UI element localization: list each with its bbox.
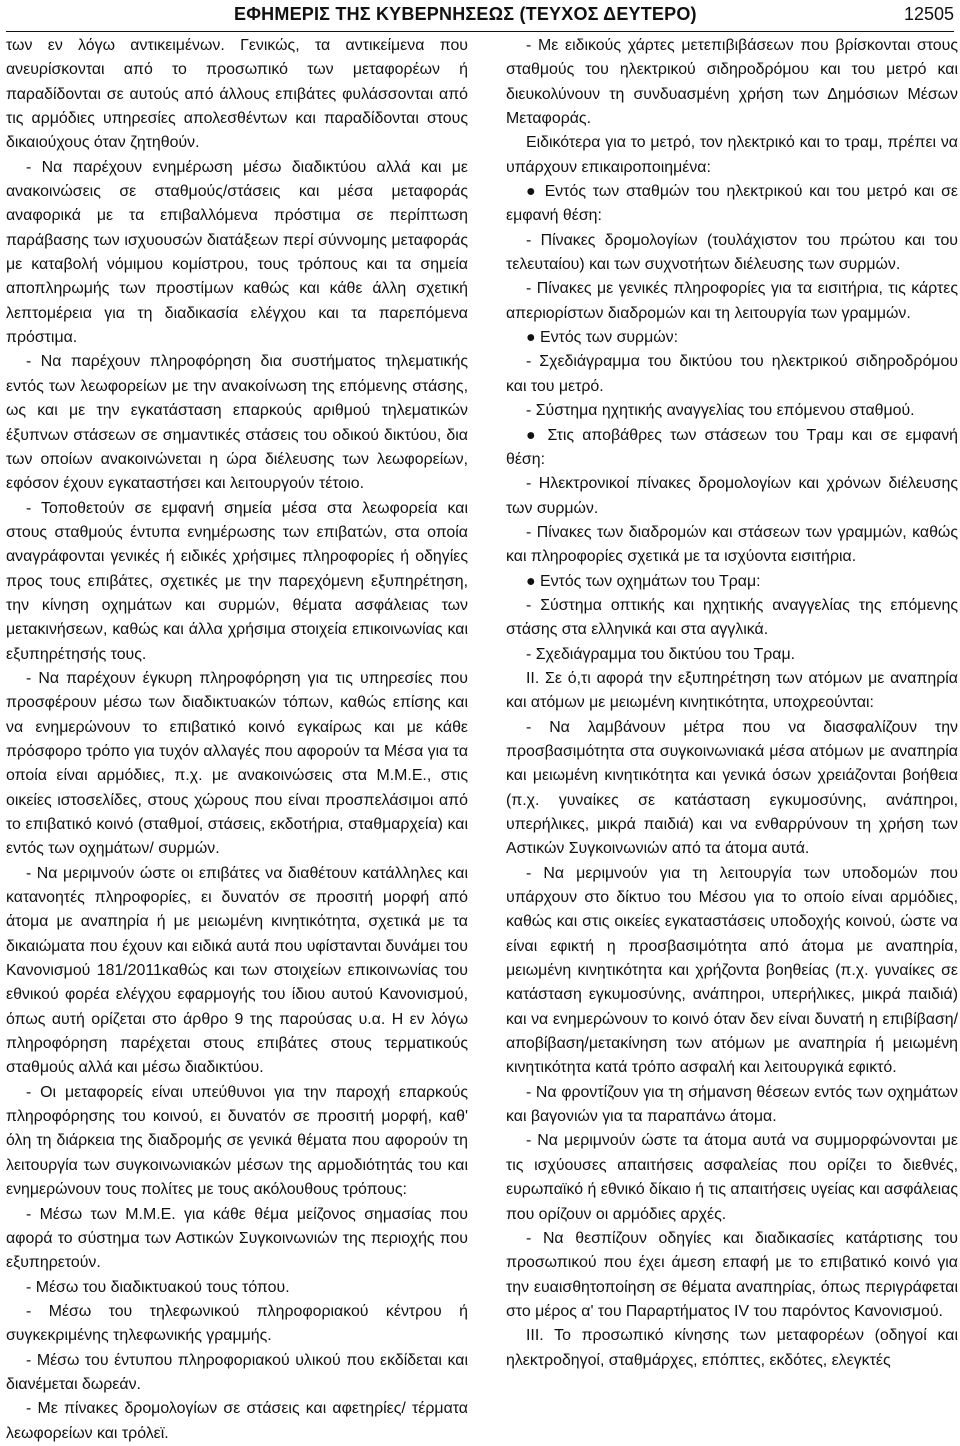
- bullet-heading: ● Εντός των σταθμών του ηλεκτρικού και του μετρό και σε εμφανή θέση:: [506, 183, 958, 225]
- paragraph: - Να μεριμνούν για τη λειτουργία των υποδομών που υπάρχουν στο δίκτυο του Μέσου για το οποίο είναι αρμόδιες, καθώς και στις οικείες εγκαταστάσεις υποδοχής κοινού, ώστε να είναι εφικτή η προσβασιμότητα από άτομα με αναπηρία, μειωμένη κινητικότητα και χρήζοντα βοηθείας (π.χ. γυναίκες σε κατάσταση εγκυμοσύνης, ανάπηροι, υπερήλικες, μικρά παιδιά) και να ενημερώνουν το κοινό όταν δεν είναι δυνατή η επιβίβαση/αποβίβαση/μετακίνηση των ατόμων με αναπηρία ή μειωμένη κινητικότητα κατά τρόπο ασφαλή και λειτουργικά εφικτό.: [506, 864, 958, 1077]
- gazette-title: ΕΦΗΜΕΡΙΣ ΤΗΣ ΚΥΒΕΡΝΗΣΕΩΣ (ΤΕΥΧΟΣ ΔΕΥΤΕΡΟ): [234, 4, 697, 24]
- paragraph: - Μέσω του διαδικτυακού τους τόπου.: [26, 1278, 290, 1296]
- bullet-heading: ● Στις αποβάθρες των στάσεων του Τραμ και σε εμφανή θέση:: [506, 426, 958, 468]
- paragraph: Ειδικότερα για το μετρό, τον ηλεκτρικό και το τραμ, πρέπει να υπάρχουν επικαιροποιημένα:: [506, 134, 958, 176]
- paragraph: - Πίνακες με γενικές πληροφορίες για τα εισιτήρια, τις κάρτες απεριορίστων διαδρομών και τη λειτουργία των γραμμών.: [506, 280, 958, 322]
- paragraph: - Να μεριμνούν ώστε τα άτομα αυτά να συμμορφώνονται με τις ισχύουσες απαιτήσεις ασφαλείας που ορίζει το διεθνές, ευρωπαϊκό ή εθνικό δίκαιο ή τις απαιτήσεις υγείας και ασφάλειας που ορίζουν οι αρμόδιες αρχές.: [506, 1132, 958, 1223]
- paragraph: - Πίνακες δρομολογίων (τουλάχιστον του πρώτου και του τελευταίου) και των συχνοτήτων διέλευσης των συρμών.: [506, 231, 958, 274]
- right-column: [506, 34, 958, 1373]
- paragraph: - Με ειδικούς χάρτες μετεπιβιβάσεων που βρίσκονται στους σταθμούς του ηλεκτρικού σιδηροδρόμου και του μετρό και διευκολύνουν τη συνδυασμένη χρήση των Δημόσιων Μέσων Μεταφοράς.: [506, 37, 958, 128]
- paragraph: των εν λόγω αντικειμένων. Γενικώς, τα αντικείμενα που ανευρίσκονται από το προσωπικό των μεταφορέων ή παραδίδονται σε αυτούς από άλλους επιβάτες φυλάσσονται από τις αρμόδιες υπηρεσίες απολεσθέντων και παραδίδονται στους δικαιούχους όταν ζητηθούν.: [6, 37, 468, 152]
- header-divider: [6, 31, 954, 32]
- paragraph: - Να παρέχουν ενημέρωση μέσω διαδικτύου αλλά και με ανακοινώσεις σε σταθμούς/στάσεις και μέσα μεταφοράς αναφορικά με τα επιβαλλόμενα πρόστιμα σε περίπτωση παράβασης των ισχυουσών διατάξεων περί σύννομης μεταφοράς με καταβολή νόμιμου κομίστρου, τους τρόπους και τα σημεία αποπληρωμής των προστίμων καθώς και κάθε άλλη σχετική λεπτομέρεια για τη διαδικασία ελέγχου και τα παρεπόμενα πρόστιμα.: [6, 158, 468, 347]
- paragraph: - Σχεδιάγραμμα του δικτύου του Τραμ.: [526, 645, 796, 663]
- paragraph: - Να μεριμνούν ώστε οι επιβάτες να διαθέτουν κατάλληλες και κατανοητές πληροφορίες, ει δυνατόν σε προσιτή μορφή από άτομα με αναπηρία ή με μειωμένη κινητικότητα, σχετικά με τα δικαιώματα που έχουν και ειδικά αυτά που υφίστανται δυνάμει του Κανονισμού 181/2011καθώς και των στοιχείων επικοινωνίας του εθνικού φορέα ελέγχου εφαρμογής του ίδιου αυτού Κανονισμού, όπως αυτή ορίζεται στο άρθρο 9 της παρούσας υ.α. Η εν λόγω πληροφόρηση παρέχεται στους επιβάτες στους τερματικούς σταθμούς αλλά και μέσω διαδικτύου.: [6, 864, 468, 1077]
- paragraph: - Σύστημα οπτικής και ηχητικής αναγγελίας της επόμενης στάσης στα ελληνικά και στα αγγλικά.: [506, 596, 958, 639]
- section-paragraph: ΙΙ. Σε ό,τι αφορά την εξυπηρέτηση των ατόμων με αναπηρία και ατόμων με μειωμένη κινητικότητα, υποχρεούνται:: [506, 669, 958, 712]
- paragraph: - Να λαμβάνουν μέτρα που να διασφαλίζουν την προσβασιμότητα στα συγκοινωνιακά μέσα ατόμων με αναπηρία και μειωμένη κινητικότητα και γενικά όσων χρειάζονται βοήθεια (π.χ. γυναίκες σε κατάσταση εγκυμοσύνης, ανάπηροι, υπερήλικες, μικρά παιδιά) και να ενθαρρύνουν τη χρήση των Αστικών Συγκοινωνιών από τα άτομα αυτά.: [506, 718, 958, 858]
- paragraph: - Σχεδιάγραμμα του δικτύου του ηλεκτρικού σιδηροδρόμου και του μετρό.: [506, 353, 958, 395]
- paragraph: - Μέσω του τηλεφωνικού πληροφοριακού κέντρου ή συγκεκριμένης τηλεφωνικής γραμμής.: [6, 1302, 468, 1345]
- paragraph: - Μέσω των Μ.Μ.Ε. για κάθε θέμα μείζονος σημασίας που αφορά το σύστημα των Αστικών Συγκοινωνιών της περιοχής που εξυπηρετούν.: [6, 1205, 468, 1272]
- paragraph: - Σύστημα ηχητικής αναγγελίας του επόμενου σταθμού.: [526, 402, 915, 420]
- paragraph: - Τοποθετούν σε εμφανή σημεία μέσα στα λεωφορεία και στους σταθμούς έντυπα ενημέρωσης των επιβατών, στα οποία αναγράφονται γενικές ή ειδικές χρήσιμες πληροφορίες ή οδηγίες προς τους επιβάτες, σχετικές με την παρεχόμενη εξυπηρέτηση, την κίνηση οχημάτων και συρμών, θέματα ασφάλειας των μετακινήσεων, καθώς και άλλα χρήσιμα στοιχεία επικοινωνίας και εξυπηρέτησής τους.: [6, 499, 468, 663]
- paragraph: - Να θεσπίζουν οδηγίες και διαδικασίες κατάρτισης του προσωπικού που έχει άμεση επαφή με το επιβατικό κοινό για την ευαισθητοποίηση σε θέματα αναπηρίας, όπως περιγράφεται στο μέρος α' του Παραρτήματος IV του παρόντος Κανονισμού.: [506, 1229, 958, 1320]
- bullet-heading: ● Εντός των συρμών:: [526, 329, 679, 347]
- bullet-heading: ● Εντός των οχημάτων του Τραμ:: [526, 572, 761, 590]
- paragraph: - Με πίνακες δρομολογίων σε στάσεις και αφετηρίες/ τέρματα λεωφορείων και τρόλεϊ.: [6, 1400, 468, 1442]
- paragraph: - Ηλεκτρονικοί πίνακες δρομολογίων και χρόνων διέλευσης των συρμών.: [506, 475, 958, 517]
- section-paragraph: ΙΙΙ. Το προσωπικό κίνησης των μεταφορέων (οδηγοί και ηλεκτροδηγοί, σταθμάρχες, επόπτες, εκδότες, ελεγκτές: [506, 1327, 958, 1369]
- paragraph: - Οι μεταφορείς είναι υπεύθυνοι για την παροχή επαρκούς πληροφόρησης του κοινού, ει δυνατόν σε προσιτή μορφή, καθ' όλη τη διάρκεια της διαδρομής σε γενικά θέματα που αφορούν τη λειτουργία των συγκοινωνιακών μέσων της αρμοδιότητάς του και ενημερώνουν τους πολίτες με τους ακόλουθους τρόπους:: [6, 1083, 468, 1199]
- page-number: 12505: [903, 4, 954, 24]
- paragraph: - Μέσω του έντυπου πληροφοριακού υλικού που εκδίδεται και διανέμεται δωρεάν.: [6, 1351, 468, 1393]
- left-column: [6, 34, 468, 1446]
- paragraph: - Πίνακες των διαδρομών και στάσεων των γραμμών, καθώς και πληροφορίες σχετικά με τα ισχύοντα εισιτήρια.: [506, 523, 958, 566]
- page-header: [0, 0, 960, 34]
- paragraph: - Να παρέχουν πληροφόρηση δια συστήματος τηλεματικής εντός των λεωφορείων με την ανακοίνωση της επόμενης στάσης, ως και με την εγκατάσταση επαρκούς αριθμού τηλεματικών έξυπνων στάσεων σε σημαντικές στάσεις του οδικού δικτύου, δια των οποίων ανακοινώνεται η ώρα διέλευσης των λεωφορείων, εφόσον έχουν εγκαταστήσει και λειτουργούν τέτοιο.: [6, 353, 468, 493]
- paragraph: - Να φροντίζουν για τη σήμανση θέσεων εντός των οχημάτων και βαγονιών για τα παραπάνω άτομα.: [506, 1083, 958, 1126]
- paragraph: - Να παρέχουν έγκυρη πληροφόρηση για τις υπηρεσίες που προσφέρουν μέσω των διαδικτυακών τόπων, καθώς επίσης και να ενημερώνουν το επιβατικό κοινό εγκαίρως και με κάθε πρόσφορο τρόπο για τυχόν αλλαγές που αφορούν τα Μέσα για τα οποία είναι αρμόδιες, π.χ. με ανακοινώσεις στα Μ.Μ.Ε., στις οικείες ιστοσελίδες, στους χώρους που είναι προσπελάσιμοι από το επιβατικό κοινό (σταθμοί, στάσεις, εκδοτήρια, σταθμαρχεία) και εντός των οχημάτων/ συρμών.: [6, 669, 468, 858]
